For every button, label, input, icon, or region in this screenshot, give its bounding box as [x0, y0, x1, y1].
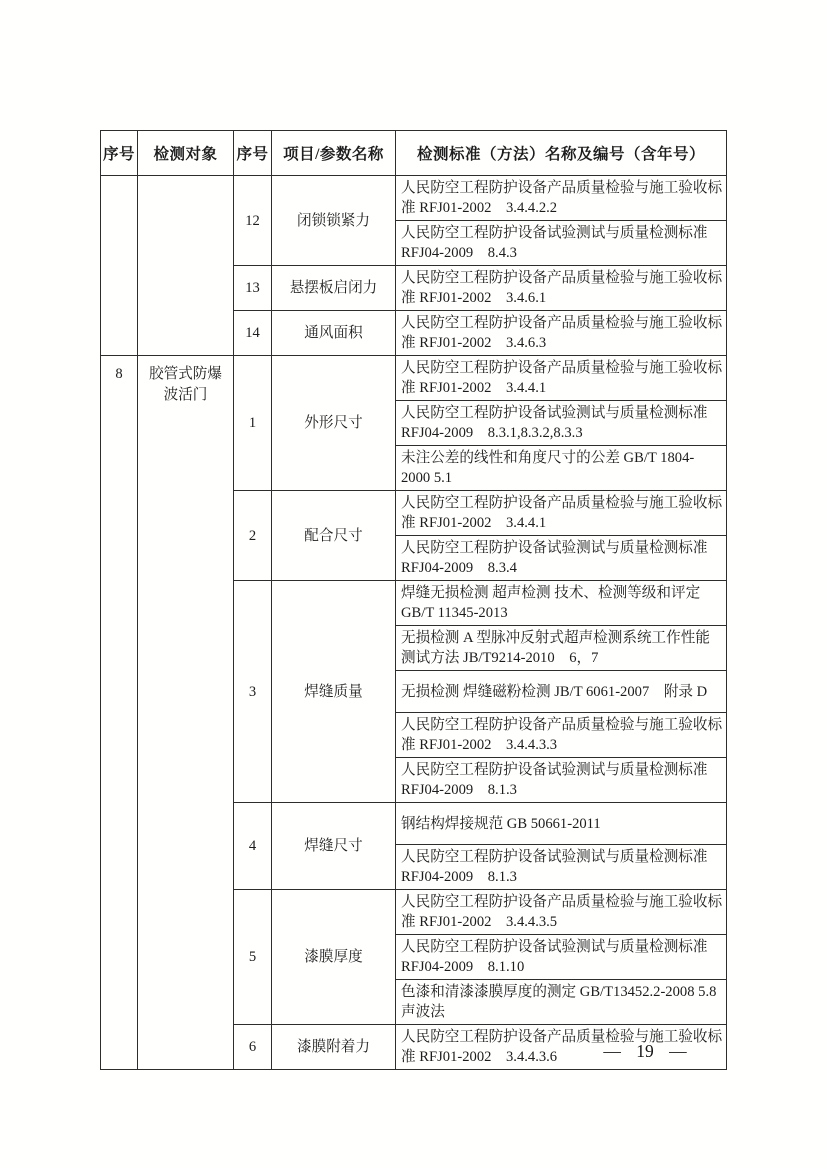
table-header-row [101, 131, 727, 176]
item-name-cell: 漆膜附着力 [272, 1025, 396, 1070]
standard-cell: 人民防空工程防护设备试验测试与质量检测标准 RFJ04-2009 8.3.4 [396, 536, 727, 581]
column-header-object: 检测对象 [138, 131, 234, 176]
standard-cell: 未注公差的线性和角度尺寸的公差 GB/T 1804-2000 5.1 [396, 446, 727, 491]
item-name-cell: 焊缝质量 [272, 581, 396, 803]
standard-cell: 无损检测 A 型脉冲反射式超声检测系统工作性能测试方法 JB/T9214-2010 6，7 [396, 626, 727, 671]
serial-cell: 8 [101, 356, 138, 1070]
item-no-cell: 5 [234, 890, 272, 1025]
item-no-cell: 14 [234, 311, 272, 356]
object-cell [138, 176, 234, 356]
object-cell: 胶管式防爆波活门 [138, 356, 234, 1070]
standard-cell: 人民防空工程防护设备产品质量检验与施工验收标准 RFJ01-2002 3.4.6.3 [396, 311, 727, 356]
item-name-cell: 闭锁锁紧力 [272, 176, 396, 266]
table-row [101, 356, 727, 401]
item-no-cell: 12 [234, 176, 272, 266]
column-header-item-name: 项目/参数名称 [272, 131, 396, 176]
standard-cell: 人民防空工程防护设备试验测试与质量检测标准 RFJ04-2009 8.4.3 [396, 221, 727, 266]
standard-cell: 人民防空工程防护设备产品质量检验与施工验收标准 RFJ01-2002 3.4.6.1 [396, 266, 727, 311]
standard-cell: 人民防空工程防护设备产品质量检验与施工验收标准 RFJ01-2002 3.4.4.3.3 [396, 713, 727, 758]
item-no-cell: 1 [234, 356, 272, 491]
standard-cell: 人民防空工程防护设备产品质量检验与施工验收标准 RFJ01-2002 3.4.4.2.2 [396, 176, 727, 221]
item-no-cell: 13 [234, 266, 272, 311]
standard-cell: 色漆和清漆漆膜厚度的测定 GB/T13452.2-2008 5.8 声波法 [396, 980, 727, 1025]
item-name-cell: 外形尺寸 [272, 356, 396, 491]
table-body [101, 176, 727, 1070]
page-number: — 19 — [603, 1041, 687, 1061]
item-no-cell: 3 [234, 581, 272, 803]
standard-cell: 人民防空工程防护设备产品质量检验与施工验收标准 RFJ01-2002 3.4.4.1 [396, 491, 727, 536]
standard-cell: 焊缝无损检测 超声检测 技术、检测等级和评定 GB/T 11345-2013 [396, 581, 727, 626]
column-header-item-no: 序号 [234, 131, 272, 176]
column-header-serial: 序号 [101, 131, 138, 176]
standard-cell: 无损检测 焊缝磁粉检测 JB/T 6061-2007 附录 D [396, 671, 727, 713]
standard-cell: 人民防空工程防护设备产品质量检验与施工验收标准 RFJ01-2002 3.4.4.1 [396, 356, 727, 401]
standard-cell: 人民防空工程防护设备试验测试与质量检测标准 RFJ04-2009 8.1.10 [396, 935, 727, 980]
standard-cell: 人民防空工程防护设备试验测试与质量检测标准 RFJ04-2009 8.1.3 [396, 845, 727, 890]
standard-cell: 钢结构焊接规范 GB 50661-2011 [396, 803, 727, 845]
item-no-cell: 2 [234, 491, 272, 581]
item-name-cell: 悬摆板启闭力 [272, 266, 396, 311]
item-name-cell: 漆膜厚度 [272, 890, 396, 1025]
item-name-cell: 通风面积 [272, 311, 396, 356]
item-no-cell: 4 [234, 803, 272, 890]
serial-cell [101, 176, 138, 356]
standard-cell: 人民防空工程防护设备产品质量检验与施工验收标准 RFJ01-2002 3.4.4.3.6 [396, 1025, 727, 1070]
standard-cell: 人民防空工程防护设备试验测试与质量检测标准 RFJ04-2009 8.1.3 [396, 758, 727, 803]
standard-cell: 人民防空工程防护设备试验测试与质量检测标准 RFJ04-2009 8.3.1,8.3.2,8.3.3 [396, 401, 727, 446]
item-name-cell: 配合尺寸 [272, 491, 396, 581]
standard-cell: 人民防空工程防护设备产品质量检验与施工验收标准 RFJ01-2002 3.4.4.3.5 [396, 890, 727, 935]
inspection-standards-table [100, 130, 727, 1070]
item-no-cell: 6 [234, 1025, 272, 1070]
table-row [101, 176, 727, 221]
item-name-cell: 焊缝尺寸 [272, 803, 396, 890]
column-header-standard: 检测标准（方法）名称及编号（含年号） [396, 131, 727, 176]
